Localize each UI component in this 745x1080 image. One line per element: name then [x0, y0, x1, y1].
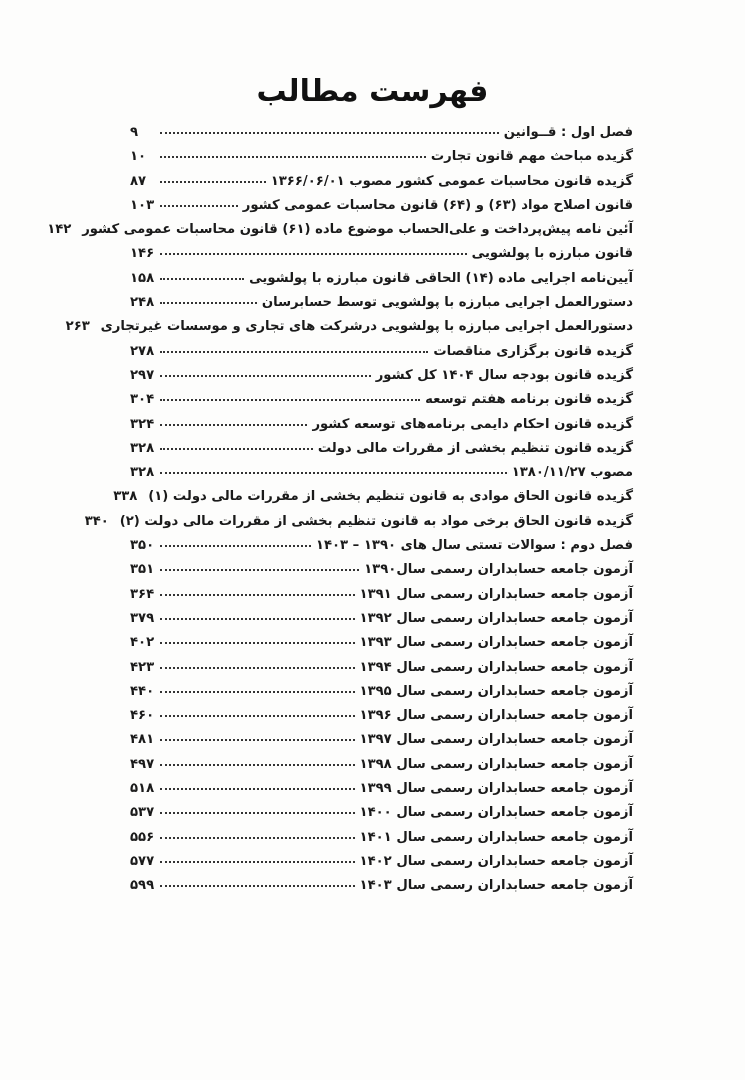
dot-leader [160, 264, 244, 280]
toc-entry-page-number: ۳۵۰ [130, 538, 155, 554]
toc-entry-title: آزمون جامعه حسابداران رسمی سال ۱۳۹۲ [359, 610, 633, 626]
toc-entry-page-number: ۴۰۲ [130, 635, 155, 651]
toc-entry-page-number: ۵۷۷ [130, 853, 155, 869]
toc-entry-title: آزمون جامعه حسابداران رسمی سال ۱۳۹۱ [359, 586, 633, 602]
toc-entry [130, 241, 633, 265]
toc-entry-page-number: ۳۵۱ [130, 562, 155, 578]
toc-entry [130, 460, 633, 484]
toc-entry [130, 144, 633, 168]
dot-leader [160, 847, 355, 863]
dot-leader [160, 337, 428, 353]
toc-entry-page-number: ۴۶۰ [130, 708, 155, 724]
dot-leader [160, 725, 355, 741]
dot-leader [160, 167, 266, 183]
dot-leader [160, 191, 238, 207]
dot-leader [160, 142, 426, 158]
toc-entry [84, 509, 633, 533]
toc-entry [130, 582, 633, 606]
toc-entry [130, 169, 633, 193]
dot-leader [160, 555, 359, 571]
toc-entry [130, 193, 633, 217]
toc-entry [130, 387, 633, 411]
toc-entry-page-number: ۳۳۸ [113, 489, 138, 505]
toc-entry-page-number: ۹ [130, 125, 139, 140]
toc-entry-title: آزمون جامعه حسابداران رسمی سال۱۳۹۰ [364, 562, 633, 578]
toc-entry-title: گزیده قانون برنامه هفتم توسعه [425, 392, 633, 408]
dot-leader [160, 118, 499, 134]
dot-leader [160, 288, 257, 304]
toc-entry-title: گزیده مباحث مهم قانون تجارت [430, 149, 633, 165]
dot-leader [160, 385, 420, 401]
toc-entry [130, 557, 633, 581]
dot-leader [160, 604, 355, 620]
toc-entry-title: گزیده قانون الحاق موادی به قانون تنظیم بخشی از مقررات مالی دولت (۱) [148, 489, 633, 505]
dot-leader [160, 239, 467, 255]
toc-entry [130, 800, 633, 824]
toc-entry-title: آزمون جامعه حسابداران رسمی سال ۱۳۹۵ [359, 683, 633, 699]
toc-entry-title: آزمون جامعه حسابداران رسمی سال ۱۳۹۳ [359, 635, 633, 651]
toc-entry [65, 314, 633, 338]
toc-entry-page-number: ۲۶۳ [65, 319, 90, 335]
toc-entry-page-number: ۵۳۷ [130, 805, 155, 821]
toc-entry-page-number: ۵۵۶ [130, 829, 155, 845]
toc-entry-page-number: ۳۰۴ [130, 392, 155, 408]
toc-entry-page-number: ۱۴۶ [130, 246, 155, 262]
toc-entry-page-number: ۳۲۸ [130, 465, 155, 481]
toc-entry-page-number: ۴۹۷ [130, 756, 155, 772]
toc-entry [130, 339, 633, 363]
toc-entry-title: دستورالعمل اجرایی مبارزه با پولشویی توسط حسابرسان [261, 295, 633, 311]
toc-entry-page-number: ۲۷۸ [130, 343, 155, 359]
dot-leader [160, 774, 355, 790]
toc-entry-title: قانون اصلاح مواد (۶۳) و (۶۴) قانون محاسبات عمومی کشور [242, 197, 633, 213]
toc-entry-title: گزیده قانون برگزاری مناقصات [433, 343, 633, 359]
toc-entry-title: آیین‌نامه اجرایی ماده (۱۴) الحاقی قانون مبارزه با پولشویی [249, 270, 633, 286]
toc-entry-title: گزیده قانون محاسبات عمومی کشور مصوب ۱۳۶۶/۰۶/۰۱ [270, 173, 633, 189]
toc-entry-page-number: ۵۹۹ [130, 878, 155, 894]
toc-entry-page-number: ۲۹۷ [130, 367, 155, 383]
toc-entry-title: دستورالعمل اجرایی مبارزه با پولشویی درشرکت های تجاری و موسسات غیرتجاری [100, 319, 633, 335]
toc-entry-page-number: ۳۶۴ [130, 586, 155, 602]
toc-entry [130, 120, 633, 144]
toc-entry-page-number: ۳۲۸ [130, 440, 155, 456]
dot-leader [160, 701, 355, 717]
toc-entry [130, 363, 633, 387]
toc-entry [130, 776, 633, 800]
toc-entry-page-number: ۳۴۰ [84, 513, 109, 529]
table-of-contents [47, 120, 633, 898]
toc-entry [130, 679, 633, 703]
toc-entry [130, 606, 633, 630]
toc-entry [130, 436, 633, 460]
dot-leader [160, 798, 355, 814]
toc-entry-title: آزمون جامعه حسابداران رسمی سال ۱۴۰۲ [359, 853, 633, 869]
toc-entry-title: گزیده قانون الحاق برخی مواد به قانون تنظیم بخشی از مقررات مالی دولت (۲) [119, 513, 633, 529]
toc-entry [130, 873, 633, 897]
toc-entry-title: آزمون جامعه حسابداران رسمی سال ۱۴۰۰ [359, 805, 633, 821]
dot-leader [160, 750, 355, 766]
toc-entry [130, 727, 633, 751]
toc-entry-page-number: ۴۴۰ [130, 683, 155, 699]
toc-entry-page-number: ۱۵۸ [130, 270, 155, 286]
toc-entry-page-number: ۳۲۴ [130, 416, 155, 432]
dot-leader [160, 410, 307, 426]
toc-entry [130, 825, 633, 849]
toc-entry [130, 266, 633, 290]
toc-entry-title: مصوب ۱۳۸۰/۱۱/۲۷ [511, 465, 633, 481]
toc-entry-page-number: ۱۰ [130, 149, 147, 165]
toc-entry-page-number: ۳۷۹ [130, 610, 155, 626]
toc-entry-title: فصل دوم : سوالات تستی سال های ۱۳۹۰ – ۱۴۰۳ [315, 538, 633, 554]
dot-leader [160, 580, 355, 596]
toc-entry-title: قانون مبارزه با پولشویی [471, 246, 633, 262]
toc-entry-title: آزمون جامعه حسابداران رسمی سال ۱۳۹۹ [359, 781, 633, 797]
toc-entry [130, 630, 633, 654]
toc-entry [130, 703, 633, 727]
dot-leader [160, 823, 355, 839]
toc-entry-title: آئین نامه پیش‌پرداخت و علی‌الحساب موضوع ماده (۶۱) قانون محاسبات عمومی کشور [82, 222, 633, 238]
dot-leader [160, 361, 371, 377]
toc-entry-page-number: ۵۱۸ [130, 781, 155, 797]
toc-entry-title: فصل اول : قــوانین [503, 125, 633, 140]
toc-entry [130, 655, 633, 679]
toc-entry-title: آزمون جامعه حسابداران رسمی سال ۱۳۹۸ [359, 756, 633, 772]
toc-entry-title: آزمون جامعه حسابداران رسمی سال ۱۴۰۳ [359, 878, 633, 894]
toc-entry [130, 412, 633, 436]
toc-entry [130, 752, 633, 776]
toc-entry [130, 849, 633, 873]
dot-leader [160, 531, 311, 547]
toc-entry-page-number: ۸۷ [130, 173, 147, 189]
dot-leader [160, 628, 355, 644]
toc-entry-page-number: ۱۴۲ [47, 222, 72, 238]
toc-entry [47, 217, 633, 241]
page-title: فهرست مطالب [256, 74, 489, 109]
dot-leader [160, 871, 355, 887]
dot-leader [160, 677, 355, 693]
toc-entry [113, 484, 633, 508]
dot-leader [160, 434, 313, 450]
toc-entry-page-number: ۱۰۳ [130, 197, 155, 213]
toc-entry-title: آزمون جامعه حسابداران رسمی سال ۱۳۹۴ [359, 659, 633, 675]
toc-entry-title: گزیده قانون احکام دایمی برنامه‌های توسعه کشور [312, 416, 633, 432]
dot-leader [160, 653, 355, 669]
toc-entry-title: آزمون جامعه حسابداران رسمی سال ۱۴۰۱ [359, 829, 633, 845]
toc-entry-page-number: ۲۴۸ [130, 295, 155, 311]
toc-entry-title: آزمون جامعه حسابداران رسمی سال ۱۳۹۷ [359, 732, 633, 748]
toc-entry [130, 533, 633, 557]
toc-entry-title: گزیده قانون تنظیم بخشی از مقررات مالی دولت [317, 440, 633, 456]
toc-entry-page-number: ۴۸۱ [130, 732, 155, 748]
toc-entry-title: آزمون جامعه حسابداران رسمی سال ۱۳۹۶ [359, 708, 633, 724]
toc-entry-title: گزیده قانون بودجه سال ۱۴۰۴ کل کشور [375, 367, 633, 383]
toc-entry [130, 290, 633, 314]
toc-entry-page-number: ۴۲۳ [130, 659, 155, 675]
dot-leader [160, 458, 507, 474]
